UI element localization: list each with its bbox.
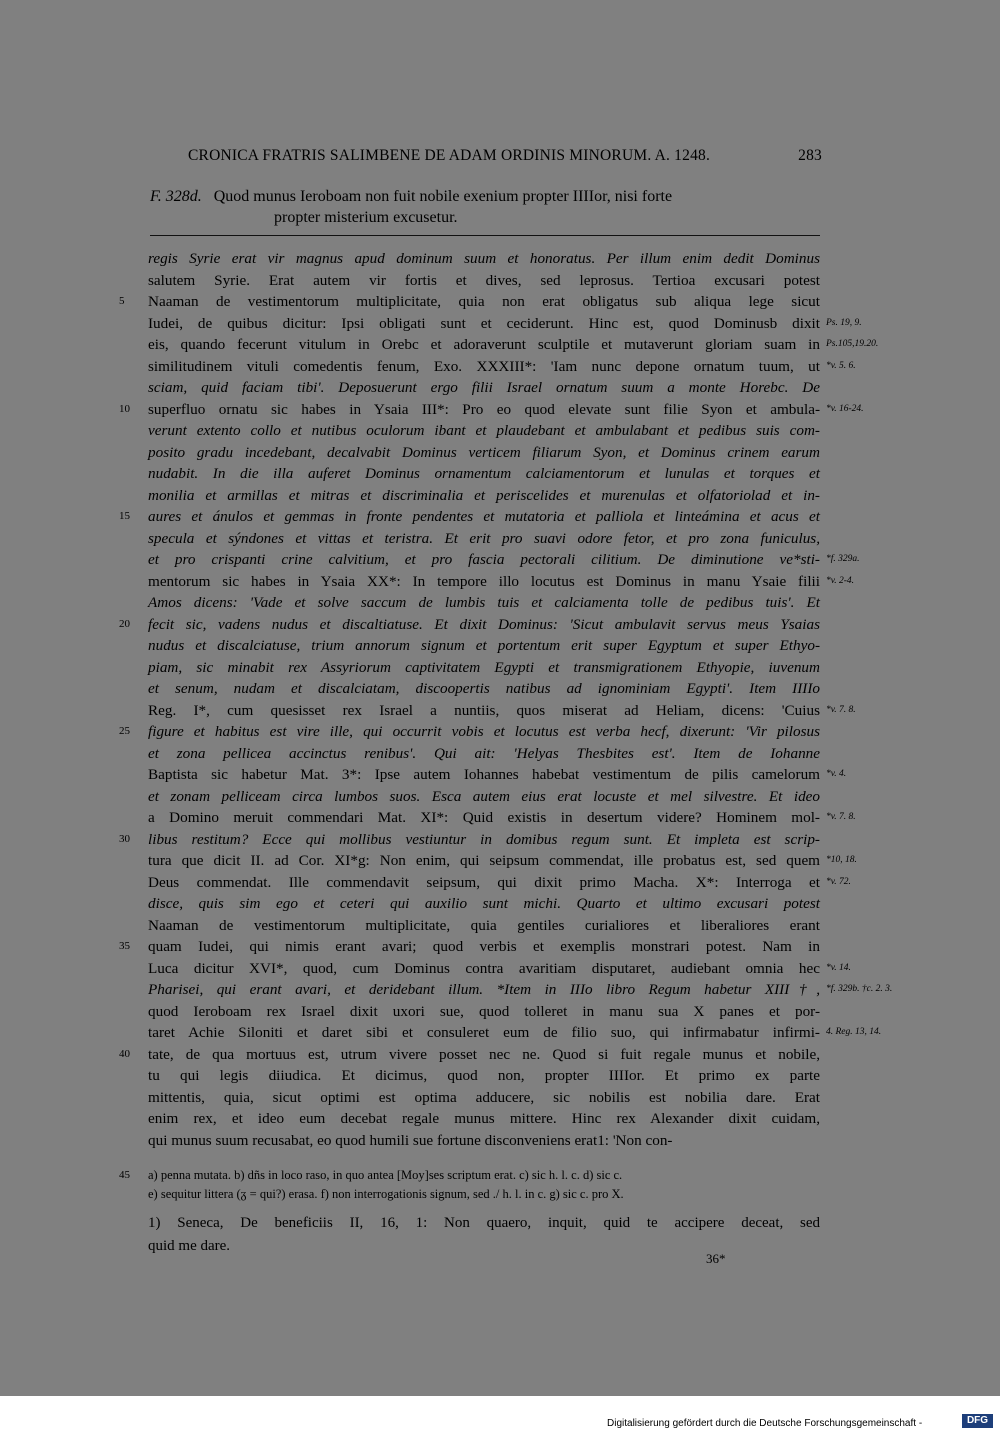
critical-apparatus [119, 1166, 820, 1204]
text-line [148, 442, 820, 464]
line-text: regis Syrie erat vir magnus apud dominum suum et honoratus. Per illum enim dedit Dominus [148, 250, 820, 267]
line-text: Naaman de vestimentorum multiplicitate, quia non erat obligatus sub aliqua lege sicut [148, 293, 820, 310]
folio-reference: F. 328d. [150, 188, 202, 205]
line-text: sciam, quid faciam tibi'. Deposuerunt ergo filii Israel ornatum suum a monte Horebc. De [148, 379, 820, 396]
line-text: et zona pellicea accinctus renibus'. Qui ait: 'Helyas Thesbites est'. Item de Iohanne [148, 744, 820, 762]
text-line [148, 1065, 820, 1087]
text-line [148, 893, 820, 915]
text-line [119, 829, 820, 851]
text-line [148, 700, 856, 722]
text-line [148, 1001, 820, 1023]
line-text: posito gradu incedebant, decalvabit Dominus verticem filiarum Syon, et Dominus crinem earum [148, 443, 820, 461]
marginal-reference: *f. 329b. †c. 2. 3. [826, 984, 893, 994]
text-line [148, 786, 820, 808]
text-line [148, 958, 851, 980]
text-line [148, 807, 856, 829]
text-line [148, 571, 855, 593]
text-line [148, 592, 820, 614]
line-text: verunt extento collo et nutibus oculorum ibant et plaudebant et ambulabant et pedibus suis com- [148, 422, 820, 439]
text-line [148, 915, 820, 937]
line-number: 45 [119, 1169, 130, 1181]
marginal-reference: *v. 14. [826, 962, 851, 973]
marginal-reference: Ps. 19, 9. [826, 317, 862, 328]
text-line [119, 399, 864, 421]
text-line [148, 356, 856, 378]
marginal-reference: *v. 72. [826, 876, 851, 887]
text-line [148, 248, 820, 270]
rubric-line-1: Quod munus Ieroboam non fuit nobile exenium propter IIIIor, nisi forte [213, 188, 673, 205]
line-text: Iudei, de quibus dicitur: Ipsi obligati sunt et ceciderunt. Hinc est, quod Dominusb dixit [148, 314, 820, 332]
line-text: Reg. I*, cum quesisset rex Israel a nuntiis, quos miserat ad Heliam, dicens: 'Cuius [148, 701, 820, 719]
text-line [148, 850, 857, 872]
text-line [148, 743, 820, 765]
rubric-divider [150, 235, 820, 236]
line-text: Luca dicitur XVI*, quod, cum Dominus contra avaritiam disputaret, audiebant omnia hec [148, 959, 820, 977]
funding-credit: Digitalisierung gefördert durch die Deutsche Forschungsgemeinschaft - [607, 1418, 923, 1429]
line-text: aures et ánulos et gemmas in fronte pendentes et mutatoria et palliola et linteámina et acus et [148, 508, 820, 525]
marginal-reference: *v. 7. 8. [826, 812, 856, 822]
text-line [148, 463, 820, 485]
text-line [119, 721, 820, 743]
text-line [148, 872, 851, 894]
line-text: quod Ieroboam rex Israel dixit uxori sue, quod tolleret in manu sua X panes et por- [148, 1002, 820, 1020]
text-line [148, 979, 893, 1001]
text-line [148, 485, 820, 507]
marginal-reference: *v. 4. [826, 769, 847, 779]
page-number: 283 [798, 147, 822, 164]
line-text: taret Achie Siloniti et daret sibi et consuleret eum de filio suo, qui infirmabatur infirmi- [148, 1024, 820, 1041]
line-text: tura que dicit II. ad Cor. XI*g: Non enim, qui seipsum commendat, ille probatus est, sed quem [148, 852, 820, 869]
apparatus-line [119, 1166, 820, 1185]
text-line [148, 764, 847, 786]
text-line [148, 313, 862, 335]
text-line [148, 1130, 820, 1152]
text-line [119, 506, 820, 528]
source-note-line-2: quid me dare. [148, 1238, 231, 1254]
marginal-reference: *v. 2-4. [826, 575, 855, 586]
line-text: Pharisei, qui erant avari, et deridebant illum. *Item in IIIo libro Regum habetur XIII†, [148, 981, 820, 998]
line-text: fecit sic, vadens nudus et discaltiatuse. Et dixit Dominus: 'Sicut ambulavit servus meus Ysaias [148, 615, 820, 633]
text-line [148, 678, 820, 700]
line-number: 10 [119, 402, 130, 415]
marginal-reference: *v. 5. 6. [826, 360, 856, 371]
source-note-line-1: 1) Seneca, De beneficiis II, 16, 1: Non quaero, inquit, quid te accipere deceat, sed [148, 1215, 820, 1231]
line-number: 40 [119, 1047, 130, 1060]
line-number: 35 [119, 940, 130, 952]
running-header [188, 147, 822, 165]
text-line [148, 420, 820, 442]
line-number: 30 [119, 832, 130, 845]
dfg-logo: DFG [962, 1414, 993, 1428]
line-text: Amos dicens: 'Vade et solve saccum de lumbis tuis et calciamenta tolle de pedibus tuis'. Et [148, 594, 820, 611]
apparatus-text: a) penna mutata. b) dñs in loco raso, in quo antea [Moy]ses scriptum erat. c) sic h. l. c. d) sic c. [148, 1168, 623, 1182]
line-text: monilia et armillas et mitras et discriminalia et periscelides et murenulas et olfatoriolad et in- [148, 486, 820, 504]
line-text: similitudinem vituli comedentis fenum, Exo. XXXIII*: 'Iam nunc depone ornatum tuum, ut [148, 357, 820, 375]
text-line [119, 936, 820, 958]
marginal-reference: 4. Reg. 13, 14. [826, 1027, 882, 1037]
line-text: piam, sic minabit rex Assyriorum captivitatem Egypti et transmigrationem Ethyopie, iuvenum [148, 658, 820, 676]
text-line [148, 1087, 820, 1109]
line-text: salutem Syrie. Erat autem vir fortis et dives, sed leprosus. Tertioa excusari potest [148, 271, 820, 289]
line-text: enim rex, et ideo eum decebat regale munus mittere. Hinc rex Alexander dixit cuidam, [148, 1110, 820, 1127]
text-line [148, 377, 820, 399]
line-text: et senum, nudam et discalciatam, discoopertis natibus ad ignominiam Egypti'. Item IIIIo [148, 680, 820, 697]
line-text: qui munus suum recusabat, eo quod humili sue fortune disconveniens erat1: 'Non con- [148, 1131, 673, 1149]
rubric-line-2: propter misterium excusetur. [274, 209, 458, 226]
text-line [119, 291, 820, 313]
text-line [148, 334, 879, 356]
signature-mark: 36* [706, 1251, 726, 1266]
line-number: 20 [119, 617, 130, 630]
text-line [119, 1044, 820, 1066]
line-text: Deus commendat. Ille commendavit seipsum, qui dixit primo Macha. X*: Interroga et [148, 873, 820, 891]
marginal-reference: *v. 7. 8. [826, 704, 856, 715]
line-text: eis, quando fecerunt vitulum in Orebc et adoraverunt sculptile et mutaverunt gloriam suam in [148, 336, 820, 353]
line-text: Naaman de vestimentorum multiplicitate, quia gentiles curialiores et liberaliores erant [148, 916, 820, 934]
line-text: et zonam pelliceam circa lumbos suos. Esca autem eius erat locuste et mel silvestre. Et ideo [148, 787, 820, 805]
line-text: quam Iudei, qui nimis erant avari; quod verbis et exemplis monstrari potest. Nam in [148, 938, 820, 955]
main-text [119, 248, 893, 1151]
line-text: disce, quis sim ego et ceteri qui auxilio sunt michi. Quarto et ultimo excusari potest [148, 895, 820, 912]
line-number: 25 [119, 725, 130, 737]
line-text: nudabit. In die illa auferet Dominus ornamentum calciamentorum et lunulas et torques et [148, 465, 820, 482]
marginal-reference: *v. 16-24. [826, 403, 864, 414]
apparatus-text: e) sequitur littera (ᵹ = qui?) erasa. f) non interrogationis signum, sed ./ h. l. in c. g) sic c. pro X. [148, 1187, 624, 1201]
line-text: tate, de qua mortuus est, utrum vivere posset nec ne. Quod si fuit regale munus et nobile, [148, 1045, 820, 1063]
marginal-reference: *f. 329a. [826, 554, 860, 564]
line-text: figure et habitus est vire ille, qui occurrit vobis et locutus est verba hecf, dixerunt: 'Vir pilosus [148, 723, 820, 740]
line-text: specula et sýndones et vittas et teristra. Et erit pro suavi odore fetor, et pro zona funiculus, [148, 529, 820, 547]
line-text: mentorum sic habes in Ysaia XX*: In tempore illo locutus est Dominus in manu Ysaie filii [148, 572, 820, 590]
text-line [119, 614, 820, 636]
text-line [148, 270, 820, 292]
text-line [148, 1022, 882, 1044]
line-text: et pro crispanti crine calvitium, et pro fascia pectorali cilitium. De diminutione ve*sti- [148, 551, 820, 568]
line-text: a Domino meruit commendari Mat. XI*: Quid existis in desertum videre? Hominem mol- [148, 809, 820, 826]
apparatus-line [148, 1185, 820, 1204]
running-title: CRONICA FRATRIS SALIMBENE DE ADAM ORDINIS MINORUM. A. 1248. [188, 147, 711, 164]
text-line [148, 528, 820, 550]
line-text: mittentis, quia, sicut optimi est optima adducere, sic nobilis est nobilia dare. Erat [148, 1088, 820, 1106]
line-text: libus restitum? Ecce qui mollibus vestiuntur in domibus regum sunt. Et impleta est scrip- [148, 830, 820, 848]
line-text: superfluo ornatu sic habes in Ysaia III*: Pro eo quod elevate sunt filie Syon et ambula- [148, 400, 820, 418]
text-line [148, 1108, 820, 1130]
marginal-reference: Ps.105,19.20. [826, 339, 879, 349]
line-text: tu qui legis diiudica. Et dicimus, quod non, propter IIIIor. Et primo ex parte [148, 1067, 820, 1084]
line-number: 15 [119, 510, 130, 522]
marginal-reference: *10, 18. [826, 855, 857, 865]
text-line [148, 549, 860, 571]
text-line [148, 657, 820, 679]
line-text: nudus et discalciatuse, trium annorum signum et portentum erit super Egyptum et super Ethyo- [148, 637, 820, 654]
text-line [148, 635, 820, 657]
line-number: 5 [119, 295, 125, 307]
chapter-rubric [150, 186, 822, 228]
line-text: Baptista sic habetur Mat. 3*: Ipse autem Iohannes habebat vestimentum de pilis camelorum [148, 766, 820, 783]
